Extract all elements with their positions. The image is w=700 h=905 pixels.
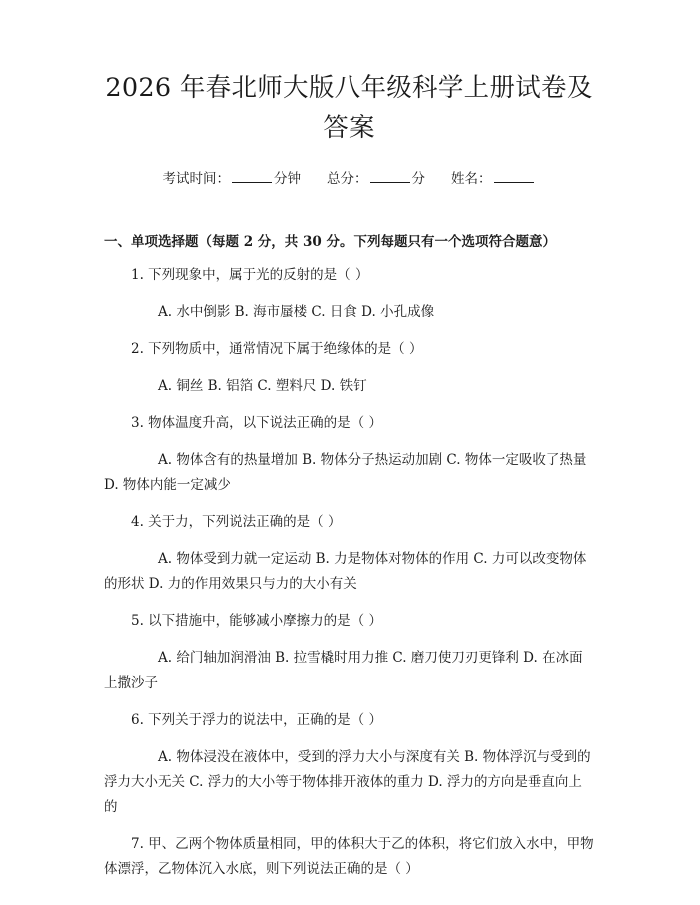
exam-time-unit: 分钟 bbox=[274, 171, 301, 187]
question-stem: 7. 甲、乙两个物体质量相同，甲的体积大于乙的体积，将它们放入水中，甲物体漂浮，乙物体沉入水底，则下列说法正确的是（ ） bbox=[104, 836, 594, 877]
question-3 bbox=[104, 411, 594, 498]
question-options: A. 物体浸没在液体中，受到的浮力大小与深度有关 B. 物体浮沉与受到的浮力大小无关 C. 浮力的大小等于物体排开液体的重力 D. 浮力的方向是垂直向上的 bbox=[104, 749, 591, 815]
question-options: A. 物体受到力就一定运动 B. 力是物体对物体的作用 C. 力可以改变物体的形状 D. 力的作用效果只与力的大小有关 bbox=[104, 551, 587, 592]
exam-time-label: 考试时间： bbox=[162, 171, 230, 187]
question-5 bbox=[104, 609, 594, 696]
question-2 bbox=[104, 337, 594, 399]
question-7 bbox=[104, 832, 594, 882]
exam-name-label: 姓名： bbox=[451, 171, 492, 187]
page-title: 2026 年春北师大版八年级科学上册试卷及答案 bbox=[105, 73, 593, 143]
question-4 bbox=[104, 510, 594, 597]
question-stem: 5. 以下措施中，能够减小摩擦力的是（ ） bbox=[131, 613, 382, 629]
question-stem: 4. 关于力，下列说法正确的是（ ） bbox=[131, 514, 342, 530]
question-options: A. 水中倒影 B. 海市蜃楼 C. 日食 D. 小孔成像 bbox=[158, 304, 435, 320]
exam-name-blank bbox=[494, 168, 534, 183]
question-stem: 2. 下列物质中，通常情况下属于绝缘体的是（ ） bbox=[131, 341, 423, 357]
question-6 bbox=[104, 708, 594, 820]
question-options: A. 给门轴加润滑油 B. 拉雪橇时用力推 C. 磨刀使刀刃更锋利 D. 在冰面上撒沙子 bbox=[104, 650, 583, 691]
question-options: A. 铜丝 B. 铝箔 C. 塑料尺 D. 铁钉 bbox=[158, 378, 367, 394]
question-1 bbox=[104, 263, 594, 325]
question-stem: 3. 物体温度升高，以下说法正确的是（ ） bbox=[131, 415, 382, 431]
question-options: A. 物体含有的热量增加 B. 物体分子热运动加剧 C. 物体一定吸收了热量 D. 物体内能一定减少 bbox=[104, 452, 587, 493]
exam-time-blank bbox=[232, 168, 272, 183]
exam-meta bbox=[104, 168, 594, 189]
question-stem: 1. 下列现象中，属于光的反射的是（ ） bbox=[131, 267, 369, 283]
exam-time bbox=[163, 168, 302, 189]
exam-score-label: 总分： bbox=[327, 171, 368, 187]
exam-name bbox=[451, 168, 536, 189]
question-stem: 6. 下列关于浮力的说法中，正确的是（ ） bbox=[131, 712, 382, 728]
exam-score bbox=[327, 168, 425, 189]
exam-score-blank bbox=[370, 168, 410, 183]
section-heading: 一、单项选择题（每题 2 分，共 30 分。下列每题只有一个选项符合题意） bbox=[104, 234, 556, 250]
exam-score-unit: 分 bbox=[411, 171, 425, 187]
